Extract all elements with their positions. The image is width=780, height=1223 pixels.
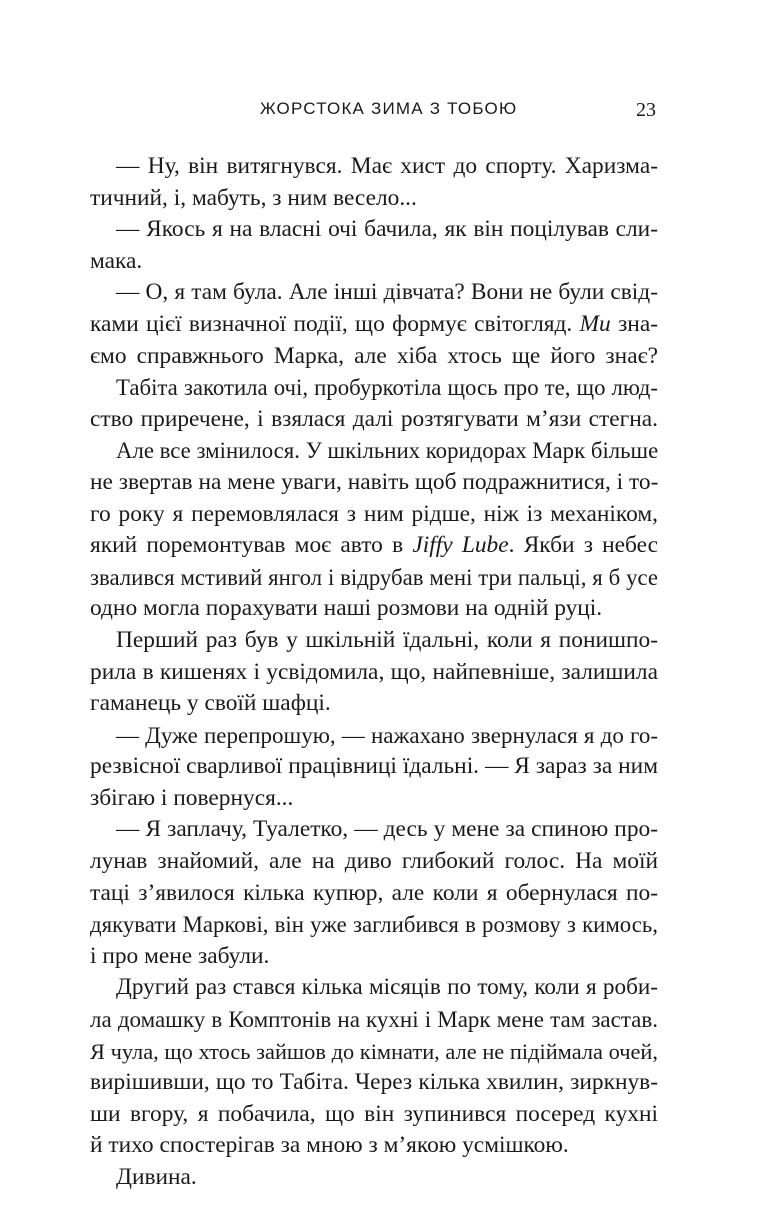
text-line: звалився мстивий янгол і відрубав мені три пальці, я б усе [90, 564, 658, 590]
page-number: 23 [636, 99, 656, 121]
text-line: тичний, і, мабуть, з ним весело... [90, 184, 417, 211]
italic-text: Jiffy Lube [412, 532, 509, 559]
text-line: збігаю і повернуся... [90, 784, 294, 811]
text-segment: . Якби з небес [508, 532, 658, 559]
body-text [90, 151, 658, 1194]
text-segment: зна- [610, 310, 658, 337]
text-line [90, 530, 658, 562]
text-line: ла домашку в Комптонів на кухні і Марк мене там застав. [90, 1007, 658, 1033]
text-line: і про мене забули. [90, 942, 270, 969]
text-line: резвісної сварливої працівниці їдальні. — Я зараз за ним [90, 753, 658, 780]
text-line: ши вгору, я побачила, що він зупинився посеред кухні [90, 1100, 658, 1127]
text-line: Табіта закотила очі, пробуркотіла щось про те, що люд- [116, 375, 658, 401]
text-line: Але все змінилося. У шкільних коридорах Марк більше [116, 438, 658, 464]
text-segment: який поремонтував моє авто в [90, 532, 413, 559]
text-line: мака. [90, 247, 143, 274]
text-line: рила в кишенях і усвідомила, що, найпевніше, залишила [90, 658, 658, 685]
text-line: Другий раз стався кілька місяців по тому, коли я роби- [116, 974, 658, 1001]
text-line: одно могла порахувати наші розмови на одній руці. [90, 595, 603, 622]
italic-text: Ми [579, 310, 611, 337]
text-line: таці з’явилося кілька купюр, але коли я обернулася по- [90, 879, 658, 906]
text-line: Дивина. [116, 1164, 197, 1190]
book-title: ЖОРСТОКА ЗИМА З ТОБОЮ [260, 99, 518, 118]
text-line: — Я заплачу, Туалетко, — десь у мене за спиною про- [116, 816, 658, 843]
text-line: го року я перемовлялася з ним рідше, ніж із механіком, [90, 500, 658, 527]
text-line: лунав знайомий, але на диво глибокий голос. На моїй [90, 848, 658, 875]
text-line: Я чула, що хтось зайшов до кімнати, але не підіймала очей, [90, 1038, 658, 1064]
running-header [120, 99, 660, 123]
text-line: гаманець у своїй шафці. [90, 690, 331, 717]
text-line: й тихо спостерігав за мною з м’якою усмішкою. [90, 1132, 569, 1159]
text-line: — Дуже перепрошую, — нажахано звернулася я до го- [116, 722, 658, 748]
text-line: ство приречене, і взялася далі розтягувати м’язи стегна. [90, 405, 658, 432]
text-segment: ками цієї визначної події, що формує світогляд. [90, 310, 580, 337]
text-line [90, 309, 658, 341]
text-line: Перший раз був у шкільній їдальні, коли я понишпо- [116, 626, 658, 653]
text-line: — Ну, він витягнувся. Має хист до спорту. Харизма- [116, 153, 658, 179]
text-line: — О, я там була. Але інші дівчата? Вони не були свід- [116, 279, 658, 306]
text-line: — Якось я на власні очі бачила, як він поцілував сли- [116, 216, 658, 243]
text-line: дякувати Маркові, він уже заглибився в розмову з кимось, [90, 912, 658, 938]
text-line: вирішивши, що то Табіта. Через кілька хвилин, зиркнув- [90, 1069, 658, 1096]
text-line: не звертав на мене уваги, навіть щоб подражнитися, і то- [90, 468, 658, 495]
text-line: ємо справжнього Марка, але хіба хтось ще його знає? [90, 342, 658, 369]
